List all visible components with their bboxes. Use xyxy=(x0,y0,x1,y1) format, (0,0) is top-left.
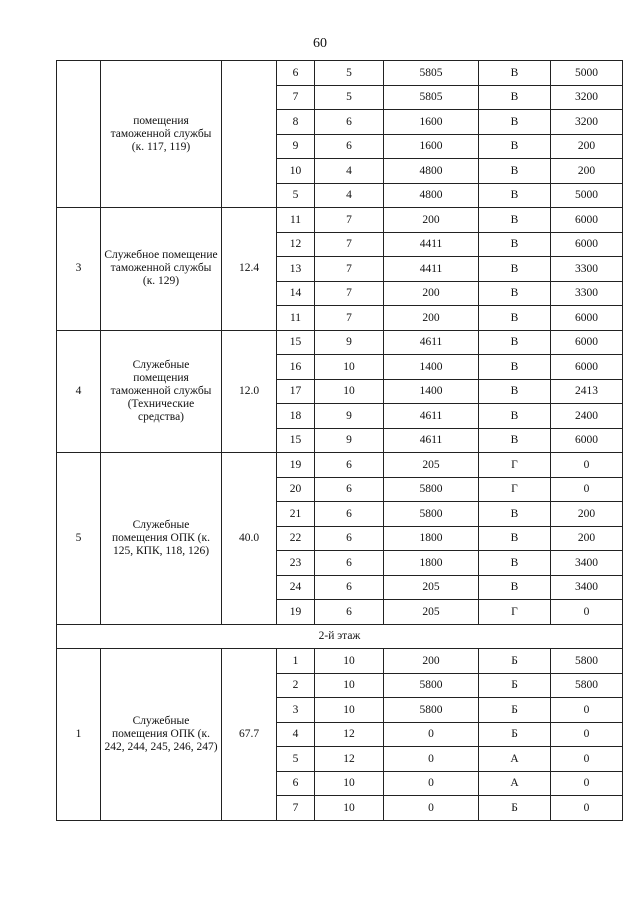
point-number-cell: 19 xyxy=(277,453,315,478)
route-length-cell: 6 xyxy=(315,551,384,576)
route-length-cell: 7 xyxy=(315,232,384,257)
table-body xyxy=(57,61,623,821)
distance-cell: 5800 xyxy=(384,698,479,723)
room-number: 3 xyxy=(57,208,101,331)
point-number-cell: 15 xyxy=(277,428,315,453)
value-cell: 0 xyxy=(551,698,623,723)
point-number-cell: 12 xyxy=(277,232,315,257)
room-area: 67.7 xyxy=(222,649,277,821)
value-cell: 2400 xyxy=(551,404,623,429)
page-number: 60 xyxy=(313,36,327,51)
route-length-cell: 6 xyxy=(315,502,384,527)
distance-cell: 4411 xyxy=(384,257,479,282)
category-cell: Г xyxy=(479,477,551,502)
value-cell: 200 xyxy=(551,134,623,159)
category-cell: Б xyxy=(479,722,551,747)
route-length-cell: 10 xyxy=(315,355,384,380)
distance-cell: 4411 xyxy=(384,232,479,257)
value-cell: 5000 xyxy=(551,183,623,208)
distance-cell: 0 xyxy=(384,771,479,796)
value-cell: 0 xyxy=(551,453,623,478)
distance-cell: 4611 xyxy=(384,428,479,453)
value-cell: 6000 xyxy=(551,355,623,380)
route-length-cell: 9 xyxy=(315,330,384,355)
distance-cell: 4611 xyxy=(384,404,479,429)
distance-cell: 200 xyxy=(384,208,479,233)
point-number-cell: 3 xyxy=(277,698,315,723)
value-cell: 3400 xyxy=(551,575,623,600)
distance-cell: 1400 xyxy=(384,379,479,404)
point-number-cell: 21 xyxy=(277,502,315,527)
distance-cell: 205 xyxy=(384,575,479,600)
distance-cell: 0 xyxy=(384,722,479,747)
distance-cell: 1600 xyxy=(384,134,479,159)
floor-label: 2-й этаж xyxy=(57,624,623,649)
distance-cell: 5800 xyxy=(384,477,479,502)
distance-cell: 5805 xyxy=(384,85,479,110)
route-length-cell: 7 xyxy=(315,306,384,331)
room-name: Служебные помещения таможенной службы (Технические средства) xyxy=(101,330,222,453)
route-length-cell: 9 xyxy=(315,404,384,429)
category-cell: В xyxy=(479,110,551,135)
distance-cell: 5805 xyxy=(384,61,479,86)
room-area: 12.0 xyxy=(222,330,277,453)
table-row xyxy=(57,649,623,674)
route-length-cell: 10 xyxy=(315,698,384,723)
distance-cell: 200 xyxy=(384,306,479,331)
distance-cell: 4800 xyxy=(384,159,479,184)
value-cell: 0 xyxy=(551,600,623,625)
value-cell: 6000 xyxy=(551,330,623,355)
route-length-cell: 6 xyxy=(315,526,384,551)
route-length-cell: 4 xyxy=(315,159,384,184)
value-cell: 0 xyxy=(551,771,623,796)
room-number xyxy=(57,61,101,208)
category-cell: В xyxy=(479,502,551,527)
category-cell: В xyxy=(479,61,551,86)
route-length-cell: 4 xyxy=(315,183,384,208)
distance-cell: 1800 xyxy=(384,526,479,551)
category-cell: Б xyxy=(479,796,551,821)
category-cell: В xyxy=(479,85,551,110)
route-length-cell: 12 xyxy=(315,722,384,747)
room-area: 40.0 xyxy=(222,453,277,625)
room-name: Служебное помещение таможенной службы (к. 129) xyxy=(101,208,222,331)
room-number: 5 xyxy=(57,453,101,625)
floor-row xyxy=(57,624,623,649)
table-row xyxy=(57,208,623,233)
route-length-cell: 7 xyxy=(315,257,384,282)
point-number-cell: 18 xyxy=(277,404,315,429)
point-number-cell: 22 xyxy=(277,526,315,551)
point-number-cell: 11 xyxy=(277,306,315,331)
value-cell: 3200 xyxy=(551,85,623,110)
distance-cell: 0 xyxy=(384,796,479,821)
distance-cell: 5800 xyxy=(384,673,479,698)
route-length-cell: 10 xyxy=(315,673,384,698)
point-number-cell: 6 xyxy=(277,771,315,796)
value-cell: 5800 xyxy=(551,649,623,674)
value-cell: 0 xyxy=(551,722,623,747)
value-cell: 3200 xyxy=(551,110,623,135)
route-length-cell: 6 xyxy=(315,453,384,478)
route-length-cell: 9 xyxy=(315,428,384,453)
value-cell: 3300 xyxy=(551,281,623,306)
category-cell: В xyxy=(479,355,551,380)
category-cell: Б xyxy=(479,649,551,674)
category-cell: В xyxy=(479,428,551,453)
point-number-cell: 11 xyxy=(277,208,315,233)
category-cell: В xyxy=(479,330,551,355)
distance-cell: 4800 xyxy=(384,183,479,208)
route-length-cell: 7 xyxy=(315,208,384,233)
value-cell: 0 xyxy=(551,796,623,821)
value-cell: 0 xyxy=(551,747,623,772)
point-number-cell: 9 xyxy=(277,134,315,159)
point-number-cell: 8 xyxy=(277,110,315,135)
category-cell: В xyxy=(479,379,551,404)
point-number-cell: 5 xyxy=(277,183,315,208)
point-number-cell: 13 xyxy=(277,257,315,282)
route-length-cell: 5 xyxy=(315,61,384,86)
data-table xyxy=(56,60,623,821)
room-area: 12.4 xyxy=(222,208,277,331)
distance-cell: 205 xyxy=(384,600,479,625)
distance-cell: 5800 xyxy=(384,502,479,527)
value-cell: 0 xyxy=(551,477,623,502)
category-cell: Г xyxy=(479,453,551,478)
point-number-cell: 10 xyxy=(277,159,315,184)
room-number: 4 xyxy=(57,330,101,453)
table-row xyxy=(57,61,623,86)
category-cell: В xyxy=(479,183,551,208)
point-number-cell: 24 xyxy=(277,575,315,600)
point-number-cell: 2 xyxy=(277,673,315,698)
category-cell: В xyxy=(479,232,551,257)
room-name: помещения таможенной службы (к. 117, 119) xyxy=(101,61,222,208)
value-cell: 200 xyxy=(551,159,623,184)
category-cell: Б xyxy=(479,698,551,723)
category-cell: В xyxy=(479,551,551,576)
room-name: Служебные помещения ОПК (к. 125, КПК, 118, 126) xyxy=(101,453,222,625)
point-number-cell: 20 xyxy=(277,477,315,502)
route-length-cell: 12 xyxy=(315,747,384,772)
room-name: Служебные помещения ОПК (к. 242, 244, 245, 246, 247) xyxy=(101,649,222,821)
table-row xyxy=(57,453,623,478)
route-length-cell: 10 xyxy=(315,379,384,404)
point-number-cell: 19 xyxy=(277,600,315,625)
route-length-cell: 10 xyxy=(315,771,384,796)
route-length-cell: 10 xyxy=(315,649,384,674)
route-length-cell: 6 xyxy=(315,110,384,135)
route-length-cell: 6 xyxy=(315,477,384,502)
value-cell: 5800 xyxy=(551,673,623,698)
value-cell: 6000 xyxy=(551,208,623,233)
distance-cell: 200 xyxy=(384,649,479,674)
value-cell: 6000 xyxy=(551,306,623,331)
point-number-cell: 23 xyxy=(277,551,315,576)
point-number-cell: 7 xyxy=(277,796,315,821)
point-number-cell: 6 xyxy=(277,61,315,86)
category-cell: В xyxy=(479,404,551,429)
value-cell: 5000 xyxy=(551,61,623,86)
category-cell: В xyxy=(479,281,551,306)
value-cell: 2413 xyxy=(551,379,623,404)
distance-cell: 1400 xyxy=(384,355,479,380)
category-cell: А xyxy=(479,771,551,796)
point-number-cell: 5 xyxy=(277,747,315,772)
route-length-cell: 6 xyxy=(315,600,384,625)
table-row xyxy=(57,330,623,355)
category-cell: В xyxy=(479,306,551,331)
category-cell: В xyxy=(479,208,551,233)
category-cell: В xyxy=(479,134,551,159)
route-length-cell: 10 xyxy=(315,796,384,821)
route-length-cell: 7 xyxy=(315,281,384,306)
value-cell: 6000 xyxy=(551,428,623,453)
value-cell: 200 xyxy=(551,526,623,551)
distance-cell: 0 xyxy=(384,747,479,772)
category-cell: В xyxy=(479,159,551,184)
point-number-cell: 7 xyxy=(277,85,315,110)
distance-cell: 205 xyxy=(384,453,479,478)
point-number-cell: 17 xyxy=(277,379,315,404)
room-area xyxy=(222,61,277,208)
route-length-cell: 5 xyxy=(315,85,384,110)
route-length-cell: 6 xyxy=(315,134,384,159)
point-number-cell: 4 xyxy=(277,722,315,747)
point-number-cell: 15 xyxy=(277,330,315,355)
distance-cell: 1800 xyxy=(384,551,479,576)
distance-cell: 200 xyxy=(384,281,479,306)
category-cell: В xyxy=(479,257,551,282)
route-length-cell: 6 xyxy=(315,575,384,600)
category-cell: Б xyxy=(479,673,551,698)
category-cell: В xyxy=(479,575,551,600)
value-cell: 3400 xyxy=(551,551,623,576)
category-cell: А xyxy=(479,747,551,772)
distance-cell: 4611 xyxy=(384,330,479,355)
value-cell: 3300 xyxy=(551,257,623,282)
value-cell: 200 xyxy=(551,502,623,527)
point-number-cell: 14 xyxy=(277,281,315,306)
value-cell: 6000 xyxy=(551,232,623,257)
room-number: 1 xyxy=(57,649,101,821)
point-number-cell: 1 xyxy=(277,649,315,674)
point-number-cell: 16 xyxy=(277,355,315,380)
distance-cell: 1600 xyxy=(384,110,479,135)
category-cell: В xyxy=(479,526,551,551)
category-cell: Г xyxy=(479,600,551,625)
